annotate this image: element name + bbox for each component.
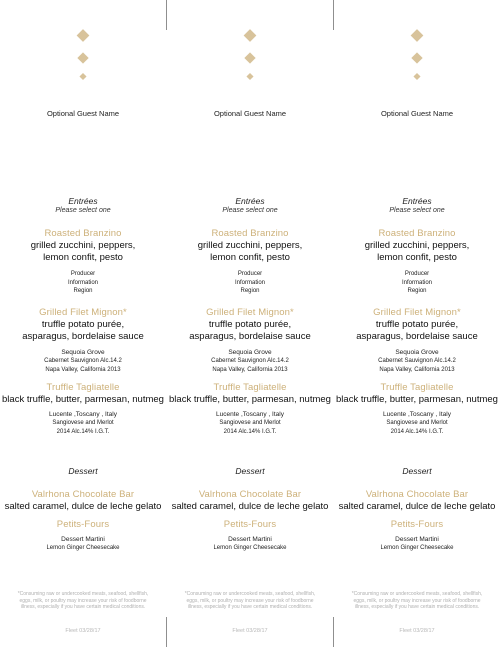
dish-name: Roasted Branzino (44, 228, 122, 239)
wine-line: Producer (404, 271, 430, 277)
dish-description-line: asparagus, bordelaise sauce (356, 331, 478, 342)
dish-description-line: lemon confit, pesto (377, 252, 457, 263)
wine-line: Napa Valley, California 2013 (45, 366, 121, 373)
entrees-subtitle: Please select one (55, 207, 111, 214)
dish-description (0, 319, 166, 343)
dish-branzino (334, 228, 500, 296)
dish-description-line: asparagus, bordelaise sauce (189, 331, 311, 342)
dish-tagliatelle (0, 382, 166, 436)
dessert-petits-fours (334, 519, 500, 553)
dish-tagliatelle (334, 382, 500, 436)
dish-description: salted caramel, dulce de leche gelato (171, 501, 329, 512)
dish-description-line: grilled zucchini, peppers, (364, 240, 470, 251)
wine-line: Lucente ,Toscany , Italy (49, 411, 117, 418)
wine-line: Dessert Martini (228, 536, 272, 543)
entrees-title: Entrées (68, 196, 98, 206)
wine-line: Information (67, 279, 98, 286)
dessert-chocolate (334, 489, 500, 513)
menu-card (334, 0, 500, 647)
dish-description (334, 319, 500, 343)
wine-pairing (167, 535, 333, 553)
dish-description-line: truffle potato purée, (41, 319, 125, 330)
dessert-header (334, 466, 500, 476)
dish-name: Truffle Tagliatelle (46, 382, 120, 393)
wine-pairing (334, 410, 500, 436)
wine-pairing (167, 410, 333, 436)
diamond-ornament-icon (334, 28, 500, 88)
entrees-subtitle: Please select one (222, 207, 278, 214)
food-safety-disclaimer: *Consuming raw or undercooked meats, seafood, shellfish, eggs, milk, or poultry may increase your risk of foodborne illness, especially if you have certain medical conditions. (351, 591, 483, 610)
wine-pairing (334, 535, 500, 553)
dish-branzino (0, 228, 166, 296)
entrees-title: Entrées (235, 196, 265, 206)
wine-line: Sequoia Grove (228, 349, 272, 356)
dish-description (0, 240, 166, 264)
dish-description: salted caramel, dulce de leche gelato (4, 501, 162, 512)
dish-name: Grilled Filet Mignon* (39, 307, 127, 318)
dish-description (167, 394, 333, 406)
wine-pairing (334, 270, 500, 296)
wine-pairing (167, 270, 333, 296)
guest-name: Optional Guest Name (213, 109, 287, 118)
wine-line: 2014 Alc.14% I.G.T. (223, 428, 277, 435)
dish-description-line: grilled zucchini, peppers, (30, 240, 136, 251)
entrees-header (0, 196, 166, 214)
dessert-title: Dessert (235, 466, 265, 476)
dish-description (0, 394, 166, 406)
wine-line: Region (73, 288, 93, 294)
print-footer: Fleet 03/28/17 (65, 628, 101, 634)
wine-pairing (334, 348, 500, 374)
wine-line: Cabernet Sauvignon Alc.14.2 (378, 358, 456, 364)
wine-pairing (167, 348, 333, 374)
dish-description (334, 394, 500, 406)
wine-line: Producer (70, 271, 96, 277)
dessert-petits-fours (0, 519, 166, 553)
dish-description (334, 240, 500, 264)
dish-name: Petits-Fours (56, 519, 110, 530)
wine-line: Sequoia Grove (61, 349, 105, 356)
dish-name: Grilled Filet Mignon* (206, 307, 294, 318)
wine-line: Dessert Martini (395, 536, 439, 543)
food-safety-disclaimer: *Consuming raw or undercooked meats, seafood, shellfish, eggs, milk, or poultry may increase your risk of foodborne illness, especially if you have certain medical conditions. (184, 591, 316, 610)
wine-line: Sangiovese and Merlot (219, 420, 281, 426)
dish-name: Petits-Fours (390, 519, 444, 530)
wine-line: Region (240, 288, 260, 294)
dish-filet (334, 307, 500, 374)
dessert-petits-fours (167, 519, 333, 553)
wine-pairing (0, 270, 166, 296)
diamond-ornament-icon (0, 28, 166, 88)
dish-name: Roasted Branzino (378, 228, 456, 239)
dish-description-line: grilled zucchini, peppers, (197, 240, 303, 251)
wine-line: Region (407, 288, 427, 294)
dessert-chocolate (0, 489, 166, 513)
wine-line: 2014 Alc.14% I.G.T. (390, 428, 444, 435)
entrees-subtitle: Please select one (389, 207, 445, 214)
dish-description-line: lemon confit, pesto (210, 252, 290, 263)
wine-line: Lemon Ginger Cheesecake (46, 545, 120, 551)
wine-pairing (0, 348, 166, 374)
guest-name: Optional Guest Name (380, 109, 454, 118)
dessert-title: Dessert (68, 466, 98, 476)
wine-line: Sangiovese and Merlot (386, 420, 448, 426)
dish-name: Roasted Branzino (211, 228, 289, 239)
dish-description (167, 240, 333, 264)
dish-name: Valrhona Chocolate Bar (31, 489, 135, 500)
wine-line: Cabernet Sauvignon Alc.14.2 (211, 358, 289, 364)
dish-name: Valrhona Chocolate Bar (198, 489, 302, 500)
entrees-title: Entrées (402, 196, 432, 206)
dessert-title: Dessert (402, 466, 432, 476)
dish-description: salted caramel, dulce de leche gelato (338, 501, 496, 512)
menu-card (0, 0, 166, 647)
dish-branzino (167, 228, 333, 296)
dish-name: Grilled Filet Mignon* (373, 307, 461, 318)
dish-description-line: black truffle, butter, parmesan, nutmeg (2, 394, 164, 405)
dish-description-line: truffle potato purée, (375, 319, 459, 330)
guest-name: Optional Guest Name (46, 109, 120, 118)
wine-line: Sequoia Grove (395, 349, 439, 356)
dish-description-line: lemon confit, pesto (43, 252, 123, 263)
wine-line: Lucente ,Toscany , Italy (216, 411, 284, 418)
wine-pairing (0, 410, 166, 436)
wine-line: Producer (237, 271, 263, 277)
entrees-header (167, 196, 333, 214)
wine-line: Lemon Ginger Cheesecake (380, 545, 454, 551)
wine-line: Information (401, 279, 432, 286)
wine-line: Information (234, 279, 265, 286)
dish-filet (167, 307, 333, 374)
wine-line: Napa Valley, California 2013 (212, 366, 288, 373)
wine-line: Sangiovese and Merlot (52, 420, 114, 426)
dish-description-line: black truffle, butter, parmesan, nutmeg (169, 394, 331, 405)
print-footer: Fleet 03/28/17 (399, 628, 435, 634)
dish-tagliatelle (167, 382, 333, 436)
print-footer: Fleet 03/28/17 (232, 628, 268, 634)
dish-name: Truffle Tagliatelle (213, 382, 287, 393)
dish-name: Truffle Tagliatelle (380, 382, 454, 393)
dessert-header (167, 466, 333, 476)
dish-description-line: asparagus, bordelaise sauce (22, 331, 144, 342)
dish-filet (0, 307, 166, 374)
wine-line: Dessert Martini (61, 536, 105, 543)
dish-name: Petits-Fours (223, 519, 277, 530)
dessert-chocolate (167, 489, 333, 513)
wine-line: Cabernet Sauvignon Alc.14.2 (44, 358, 122, 364)
dish-description (167, 319, 333, 343)
dish-description-line: black truffle, butter, parmesan, nutmeg (336, 394, 498, 405)
wine-line: 2014 Alc.14% I.G.T. (56, 428, 110, 435)
dish-name: Valrhona Chocolate Bar (365, 489, 469, 500)
wine-line: Napa Valley, California 2013 (379, 366, 455, 373)
dessert-header (0, 466, 166, 476)
diamond-ornament-icon (167, 28, 333, 88)
entrees-header (334, 196, 500, 214)
wine-line: Lemon Ginger Cheesecake (213, 545, 287, 551)
wine-line: Lucente ,Toscany , Italy (383, 411, 451, 418)
dish-description-line: truffle potato purée, (208, 319, 292, 330)
wine-pairing (0, 535, 166, 553)
food-safety-disclaimer: *Consuming raw or undercooked meats, seafood, shellfish, eggs, milk, or poultry may increase your risk of foodborne illness, especially if you have certain medical conditions. (17, 591, 149, 610)
menu-card (167, 0, 333, 647)
